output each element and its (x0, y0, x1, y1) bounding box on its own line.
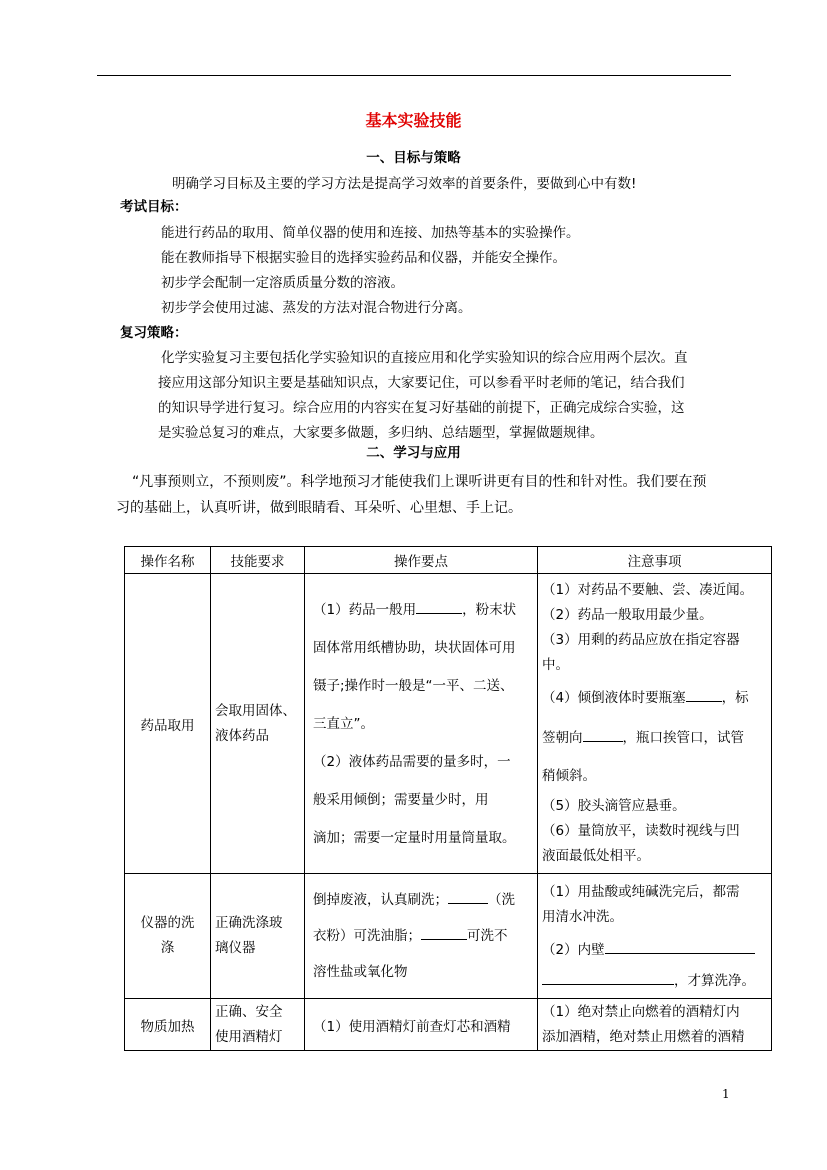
operation-name-cell (125, 874, 211, 999)
exam-goal-item: 能进行药品的取用、简单仪器的使用和连接、加热等基本的实验操作。 (161, 225, 580, 241)
notes-text: （2）内壁 (542, 942, 605, 958)
points-line (313, 781, 533, 819)
points-line: 镊子;操作时一般是“一平、二送、 (313, 677, 514, 694)
operation-name: 物质加热 (140, 1018, 195, 1035)
table-row (125, 574, 772, 874)
notes-text: 签朝向 (542, 730, 583, 746)
points-cell (305, 574, 538, 874)
operation-name: 涤 (160, 940, 175, 956)
review-strategy-line: 化学实验复习主要包括化学实验知识的直接应用和化学实验知识的综合应用两个层次。直 (161, 350, 688, 366)
notes-line: （1）绝对禁止向燃着的酒精灯内 (542, 1003, 740, 1020)
notes-line: 中。 (542, 657, 569, 673)
answer-blank[interactable] (542, 970, 674, 985)
points-line: 三直立”。 (313, 715, 374, 732)
points-cell (305, 999, 538, 1051)
skill-line: 使用酒精灯 (215, 1028, 283, 1045)
section-heading-learning: 二、学习与应用 (366, 445, 461, 461)
notes-line: （3）用剩的药品应放在指定容器 (542, 632, 740, 648)
notes-line: （1）对药品不要触、尝、凑近闻。 (542, 582, 754, 598)
answer-blank[interactable] (416, 599, 462, 614)
intro-text: 明确学习目标及主要的学习方法是提高学习效率的首要条件，要做到心中有数! (172, 176, 637, 192)
points-text: 倒掉废液，认真刷洗； (313, 892, 448, 908)
points-line: 滴加；需要一定量时用量筒量取。 (313, 829, 516, 846)
page-number: 1 (722, 1087, 730, 1101)
preview-line: “凡事预则立，不预则废”。科学地预习才能使我们上课听讲更有目的性和针对性。我们要在预 (132, 474, 707, 490)
points-line (313, 882, 533, 918)
operations-table (124, 546, 772, 1051)
table-row (125, 999, 772, 1051)
table-header-row (125, 547, 772, 574)
header-rule (97, 75, 731, 76)
section-heading-goals: 一、目标与策略 (366, 150, 461, 166)
notes-text: ，瓶口挨管口，试管 (622, 730, 744, 746)
table-row (125, 874, 772, 999)
notes-line: 液面最低处相平。 (542, 848, 650, 864)
notes-line: （5）胶头滴管应悬垂。 (542, 798, 686, 814)
review-strategy-heading: 复习策略： (120, 325, 188, 341)
skill-cell (211, 574, 305, 874)
skill-cell (211, 999, 305, 1051)
answer-blank[interactable] (421, 925, 467, 940)
notes-line (542, 718, 767, 758)
notes-line: 稍倾斜。 (542, 768, 596, 784)
skill-line: 正确、安全 (215, 1003, 283, 1020)
table-header: 注意事项 (538, 547, 772, 574)
points-text: 衣粉）可洗油脂； (313, 928, 421, 944)
points-text: （1）药品一般用 (313, 601, 417, 618)
points-text: ，粉末状 (462, 601, 517, 618)
table-header: 技能要求 (211, 547, 305, 574)
skill-line: 液体药品 (215, 727, 269, 744)
notes-line: （1）用盐酸或纯碱洗完后，都需 (542, 884, 740, 900)
notes-line: 用清水冲洗。 (542, 909, 623, 925)
points-line (313, 918, 533, 954)
notes-line (542, 930, 767, 970)
notes-cell (538, 999, 772, 1051)
notes-line: （2）药品一般取用最少量。 (542, 607, 713, 623)
notes-cell (538, 574, 772, 874)
notes-line (542, 970, 767, 992)
exam-goals-heading: 考试目标： (120, 199, 188, 215)
operation-name-cell (125, 574, 211, 874)
exam-goal-item: 能在教师指导下根据实验目的选择实验药品和仪器，并能安全操作。 (161, 250, 566, 266)
exam-goal-item: 初步学会使用过滤、蒸发的方法对混合物进行分离。 (161, 300, 472, 316)
skill-line: 正确洗涤玻 (215, 915, 283, 931)
notes-line (542, 678, 767, 718)
operation-name-cell (125, 999, 211, 1051)
points-line: （2）液体药品需要的量多时，一 (313, 753, 511, 770)
exam-goal-item: 初步学会配制一定溶质质量分数的溶液。 (161, 275, 404, 291)
answer-blank[interactable] (583, 727, 623, 742)
answer-blank[interactable] (605, 939, 755, 954)
answer-blank[interactable] (686, 687, 722, 702)
skill-line: 璃仪器 (215, 940, 256, 956)
notes-text: ，标 (721, 690, 749, 706)
points-text: （洗 (488, 892, 515, 908)
answer-blank[interactable] (448, 889, 488, 904)
points-line: （1）使用酒精灯前查灯芯和酒精 (313, 1018, 511, 1035)
points-line: 溶性盐或氧化物 (313, 964, 408, 980)
notes-cell (538, 874, 772, 999)
review-strategy-line: 接应用这部分知识主要是基础知识点，大家要记住，可以参看平时老师的笔记，结合我们 (158, 375, 685, 391)
review-strategy-line: 的知识导学进行复习。综合应用的内容实在复习好基础的前提下，正确完成综合实验，这 (158, 400, 685, 416)
points-line (313, 591, 533, 629)
skill-cell (211, 874, 305, 999)
points-text: 可洗不 (467, 928, 508, 944)
table-header: 操作名称 (125, 547, 211, 574)
operation-name: 药品取用 (140, 717, 195, 734)
table-header: 操作要点 (305, 547, 538, 574)
points-line: 固体常用纸槽协助，块状固体可用 (313, 639, 516, 656)
notes-text: ，才算洗净。 (674, 973, 755, 989)
operation-name: 仪器的洗 (140, 915, 195, 931)
skill-line: 会取用固体、 (215, 702, 296, 719)
points-cell (305, 874, 538, 999)
notes-line: 添加酒精，绝对禁止用燃着的酒精 (542, 1028, 745, 1045)
preview-line: 习的基础上，认真听讲，做到眼睛看、耳朵听、心里想、手上记。 (116, 500, 522, 516)
notes-line: （6）量筒放平，读数时视线与凹 (542, 823, 740, 839)
review-strategy-line: 是实验总复习的难点，大家要多做题，多归纳、总结题型，掌握做题规律。 (158, 425, 604, 441)
document-title: 基本实验技能 (365, 111, 462, 130)
notes-text: （4）倾倒液体时要瓶塞 (542, 690, 686, 706)
points-text: 般采用倾倒；需要量少时，用 (313, 791, 489, 808)
